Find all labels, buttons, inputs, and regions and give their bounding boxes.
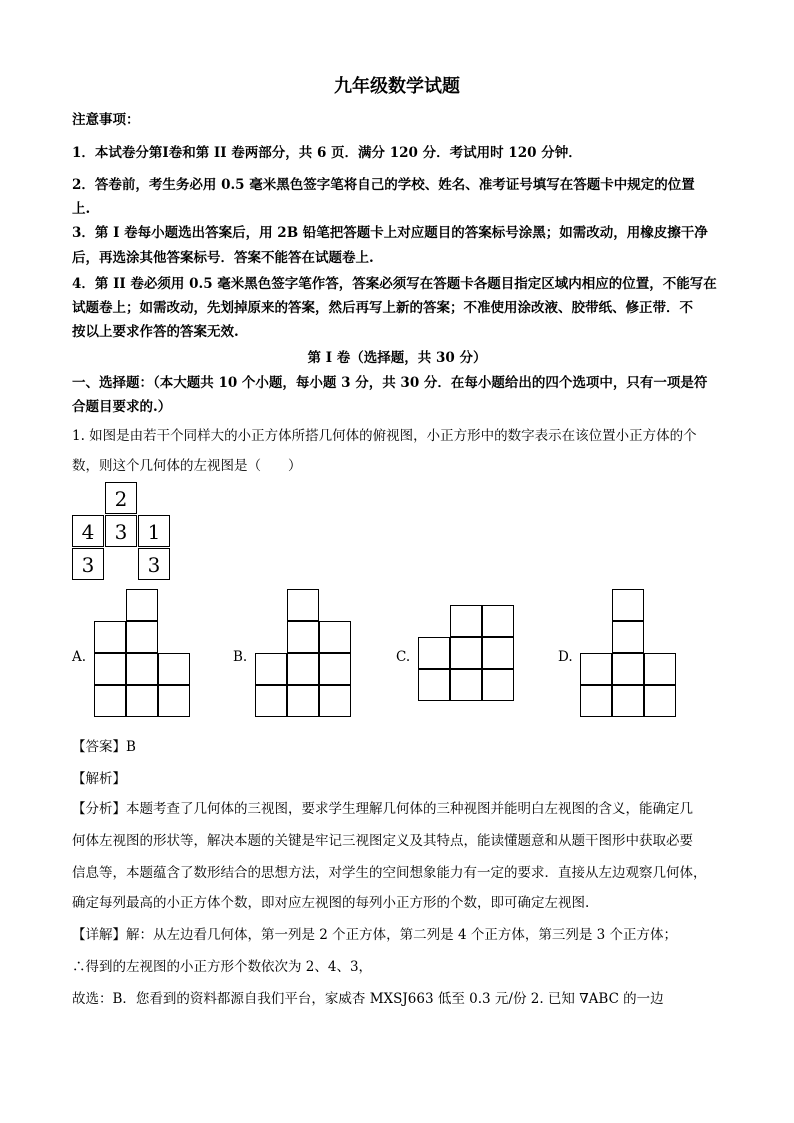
answer-line: 【答案】B [72, 739, 136, 755]
analysis-line: 确定每列最高的小正方体个数，即对应左视图的每列小正方形的个数，即可确定左视图. [72, 895, 590, 911]
view-square [287, 621, 319, 653]
view-square [94, 685, 126, 717]
note-line: 上. [72, 201, 91, 217]
detail-line: 【详解】解：从左边看几何体，第一列是 2 个正方体，第二列是 4 个正方体，第三列是 3 个正方体； [72, 927, 678, 943]
top-view-figure [72, 482, 172, 580]
view-square [287, 685, 319, 717]
option-b-label: B. [233, 649, 248, 665]
question-1-line: 数，则这个几何体的左视图是（ ） [72, 458, 302, 474]
analysis-line: 信息等，本题蕴含了数形结合的思想方法，对学生的空间想象能力有一定的要求．直接从左边观察几何体， [72, 865, 707, 881]
view-square [450, 637, 482, 669]
note-line: 2．答卷前，考生务必用 0.5 毫米黑色签字笔将自己的学校、姓名、准考证号填写在答题卡中规定的位置 [72, 177, 695, 193]
note-line: 按以上要求作答的答案无效. [72, 324, 239, 340]
top-view-cell: 3 [138, 548, 170, 580]
top-view-cell: 3 [105, 515, 137, 547]
view-square [450, 669, 482, 701]
detail-line: 故选：B．您看到的资料都源自我们平台，家威杏 MXSJ663 低至 0.3 元/份 2. 已知 ∇ABC 的一边 [72, 991, 664, 1007]
view-square [126, 653, 158, 685]
option-d-label: D. [558, 649, 573, 665]
section-intro-line: 一、选择题：（本大题共 10 个小题，每小题 3 分，共 30 分．在每小题给出的四个选项中，只有一项是符 [72, 375, 708, 391]
analysis-header: 【解析】 [72, 771, 126, 787]
view-square [319, 653, 351, 685]
view-square [612, 621, 644, 653]
view-square [287, 653, 319, 685]
note-line: 3．第 I 卷每小题选出答案后，用 2B 铅笔把答题卡上对应题目的答案标号涂黑；如需改动，用橡皮擦干净 [72, 225, 708, 241]
option-c-label: C. [396, 649, 411, 665]
view-square [418, 669, 450, 701]
option-a-figure [94, 589, 194, 721]
analysis-line: 何体左视图的形状等，解决本题的关键是牢记三视图定义及其特点，能读懂题意和从题干图形中获取必要 [72, 833, 693, 849]
detail-line: ∴得到的左视图的小正方形个数依次为 2、4、3， [72, 959, 373, 975]
view-square [482, 669, 514, 701]
view-square [644, 653, 676, 685]
section-intro-line: 合题目要求的.） [72, 399, 172, 415]
top-view-cell: 3 [72, 548, 104, 580]
view-square [612, 589, 644, 621]
question-1-line: 1. 如图是由若干个同样大的小正方体所搭几何体的俯视图，小正方形中的数字表示在该位置小正方体的个 [72, 428, 697, 444]
section-title: 第 I 卷（选择题，共 30 分） [307, 350, 487, 366]
top-view-cell: 2 [105, 482, 137, 514]
view-square [319, 621, 351, 653]
view-square [158, 685, 190, 717]
page-title: 九年级数学试题 [334, 76, 460, 97]
top-view-cell: 4 [72, 515, 104, 547]
view-square [94, 653, 126, 685]
view-square [158, 653, 190, 685]
note-line: 1．本试卷分第Ⅰ卷和第 II 卷两部分，共 6 页．满分 120 分．考试用时 120 分钟． [72, 145, 582, 161]
note-line: 后，再选涂其他答案标号．答案不能答在试题卷上. [72, 250, 374, 266]
note-line: 试题卷上；如需改动，先划掉原来的答案，然后再写上新的答案；不准使用涂改液、胶带纸、修正带．不 [72, 300, 693, 316]
view-square [612, 653, 644, 685]
view-square [255, 685, 287, 717]
view-square [94, 621, 126, 653]
option-d-figure [580, 589, 680, 721]
view-square [126, 589, 158, 621]
view-square [255, 653, 287, 685]
note-line: 4．第 II 卷必须用 0.5 毫米黑色签字笔作答，答案必须写在答题卡各题目指定区域内相应的位置，不能写在 [72, 276, 717, 292]
view-square [126, 621, 158, 653]
view-square [580, 653, 612, 685]
notes-header: 注意事项： [72, 112, 140, 128]
option-c-figure [418, 605, 518, 705]
view-square [418, 637, 450, 669]
option-b-figure [255, 589, 355, 721]
view-square [287, 589, 319, 621]
option-a-label: A. [72, 649, 87, 665]
analysis-line: 【分析】本题考查了几何体的三视图，要求学生理解几何体的三种视图并能明白左视图的含义，能确定几 [72, 801, 693, 817]
view-square [612, 685, 644, 717]
view-square [126, 685, 158, 717]
view-square [482, 637, 514, 669]
view-square [580, 685, 612, 717]
view-square [482, 605, 514, 637]
view-square [644, 685, 676, 717]
view-square [450, 605, 482, 637]
view-square [319, 685, 351, 717]
top-view-cell: 1 [138, 515, 170, 547]
